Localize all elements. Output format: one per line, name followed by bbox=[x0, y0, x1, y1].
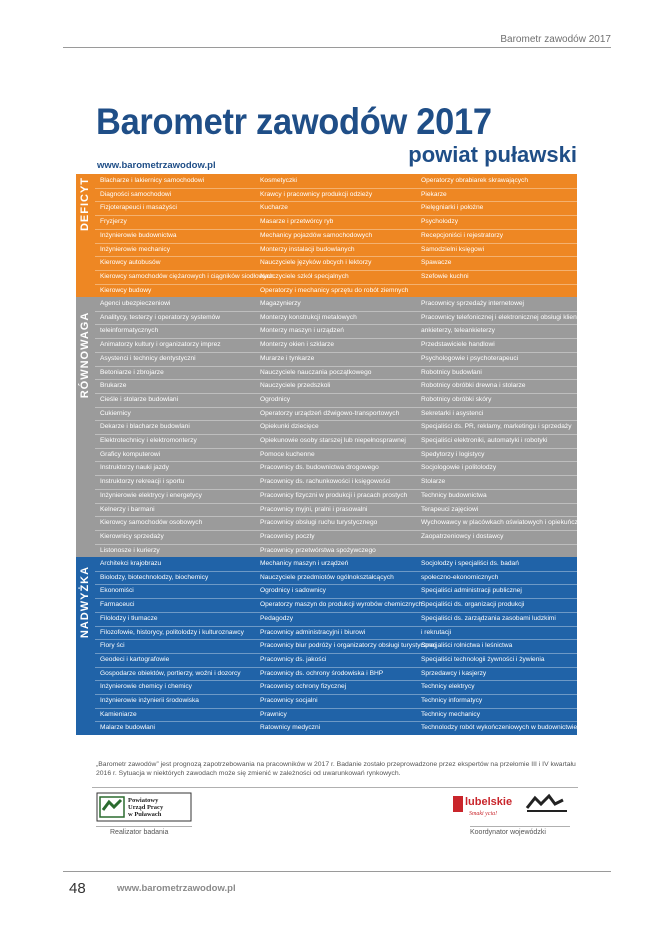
occupation-cell: Malarze budowlani bbox=[100, 724, 155, 732]
row-divider bbox=[95, 571, 577, 572]
occupation-cell: Nauczyciele nauczania początkowego bbox=[260, 368, 372, 376]
occupation-cell: Dekarze i blacharze budowlani bbox=[100, 423, 190, 431]
footer-divider bbox=[63, 871, 611, 872]
occupation-cell: Krawcy i pracownicy produkcji odzieży bbox=[260, 190, 373, 198]
table-row bbox=[95, 420, 577, 433]
occupation-cell: Kosmetyczki bbox=[260, 177, 298, 184]
occupation-cell: Animatorzy kultury i organizatorzy imprez bbox=[100, 341, 221, 349]
occupation-cell: i rekrutacji bbox=[421, 628, 452, 636]
table-row bbox=[95, 434, 577, 447]
logo-left-line3: w Puławach bbox=[128, 811, 162, 818]
row-divider bbox=[95, 598, 577, 599]
occupation-cell: Opiekunki dziecięce bbox=[260, 423, 319, 431]
occupation-cell: Pracownicy przetwórstwa spożywczego bbox=[260, 546, 376, 554]
occupation-cell: Socjolodzy i specjaliści ds. badań bbox=[421, 560, 519, 567]
occupation-cell: Psychologowie i psychoterapeuci bbox=[421, 354, 519, 362]
row-divider bbox=[95, 721, 577, 722]
row-divider bbox=[95, 324, 577, 325]
row-divider bbox=[95, 461, 577, 462]
row-divider bbox=[95, 584, 577, 585]
occupation-cell: Terapeuci zajęciowi bbox=[421, 505, 479, 513]
occupation-cell: Pracownicy socjalni bbox=[260, 697, 318, 704]
table-row bbox=[95, 544, 577, 557]
occupation-cell: Operatorzy maszyn do produkcji wyrobów chemicznych bbox=[260, 601, 423, 609]
occupation-cell: Gospodarze obiektów, portierzy, woźni i dozorcy bbox=[100, 669, 241, 677]
table-row bbox=[95, 284, 577, 297]
occupation-cell: Nauczyciele języków obcych i lektorzy bbox=[260, 259, 372, 267]
occupation-cell: Masarze i przetwórcy ryb bbox=[260, 218, 334, 226]
occupation-cell: Spedytorzy i logistycy bbox=[421, 450, 485, 458]
table-row bbox=[95, 626, 577, 639]
occupation-cell: Fizjoterapeuci i masażyści bbox=[100, 204, 177, 212]
row-divider bbox=[95, 420, 577, 421]
occupation-cell: Filolodzy i tłumacze bbox=[100, 614, 158, 622]
occupation-cell: Brukarze bbox=[100, 382, 127, 390]
occupation-cell: Ekonomiści bbox=[100, 587, 134, 595]
table-row bbox=[95, 530, 577, 543]
page-title: Barometr zawodów 2017 bbox=[96, 101, 492, 142]
table-row bbox=[95, 721, 577, 734]
table-row bbox=[95, 694, 577, 707]
occupation-cell: Sprzedawcy i kasjerzy bbox=[421, 669, 487, 677]
row-divider bbox=[95, 544, 577, 545]
koordynator-caption: Koordynator wojewódzki bbox=[470, 829, 546, 836]
row-divider bbox=[95, 188, 577, 189]
occupation-cell: Pracownicy ds. rachunkowości i księgowości bbox=[260, 478, 391, 486]
realizator-caption: Realizator badania bbox=[110, 829, 169, 836]
table-row bbox=[95, 598, 577, 611]
row-divider bbox=[95, 680, 577, 681]
row-divider bbox=[95, 352, 577, 353]
occupation-cell: Biolodzy, biotechnolodzy, biochemicy bbox=[100, 573, 209, 581]
occupation-cell: Specjaliści elektroniki, automatyki i robotyki bbox=[421, 437, 548, 444]
occupation-cell: Architekci krajobrazu bbox=[100, 560, 162, 567]
table-row bbox=[95, 653, 577, 666]
row-divider bbox=[95, 270, 577, 271]
footnote-divider bbox=[92, 787, 578, 788]
row-divider bbox=[95, 708, 577, 709]
row-divider bbox=[95, 366, 577, 367]
occupation-cell: Pracownicy ds. jakości bbox=[260, 655, 327, 663]
occupation-cell: Kierowcy budowy bbox=[100, 286, 152, 294]
occupation-cell: Szefowie kuchni bbox=[421, 272, 469, 280]
occupation-cell: Robotnicy budowlani bbox=[421, 368, 482, 376]
table-row bbox=[95, 256, 577, 269]
occupation-cell: Pracownicy obsługi ruchu turystycznego bbox=[260, 519, 378, 527]
caption-divider-right bbox=[470, 826, 570, 827]
section-cells bbox=[95, 557, 577, 735]
section-cells bbox=[95, 174, 577, 297]
row-divider bbox=[95, 229, 577, 230]
occupation-cell: Samodzielni księgowi bbox=[421, 245, 485, 253]
occupation-cell: Pracownicy fizyczni w produkcji i pracach prostych bbox=[260, 491, 408, 499]
section-nadwyzka bbox=[76, 557, 577, 735]
row-divider bbox=[95, 626, 577, 627]
occupation-cell: Opiekunowie osoby starszej lub niepełnosprawnej bbox=[260, 437, 406, 444]
table-row bbox=[95, 338, 577, 351]
occupation-cell: Kucharze bbox=[260, 204, 288, 212]
occupation-cell: Technicy informatycy bbox=[421, 697, 483, 704]
row-divider bbox=[95, 311, 577, 312]
row-divider bbox=[95, 201, 577, 202]
footnote-text: „Barometr zawodów” jest prognozą zapotrzebowania na pracowników w 2017 r. Badanie zostało przeprowadzone przez ekspertów na przełomie III i IV kwartału 2016 r. Sytuacja w niektórych zawodach może się zmienić w zależności od uwarunkowań rynkowych. bbox=[96, 761, 576, 777]
table-row bbox=[95, 297, 577, 310]
table-row bbox=[95, 584, 577, 597]
header-divider bbox=[63, 47, 611, 48]
occupation-cell: Inżynierowie elektrycy i energetycy bbox=[100, 491, 202, 499]
occupation-cell: Asystenci i technicy dentystyczni bbox=[100, 354, 196, 362]
row-divider bbox=[95, 243, 577, 244]
row-divider bbox=[95, 434, 577, 435]
occupation-cell: Analitycy, testerzy i operatorzy systemów bbox=[100, 313, 221, 321]
row-divider bbox=[95, 530, 577, 531]
occupation-cell: Pracownicy ds. budownictwa drogowego bbox=[260, 464, 379, 472]
table-row bbox=[95, 270, 577, 283]
row-divider bbox=[95, 215, 577, 216]
row-divider bbox=[95, 694, 577, 695]
occupation-cell: Kierowcy samochodów ciężarowych i ciągników siodłowych bbox=[100, 272, 274, 280]
occupation-cell: Filozofowie, historycy, politolodzy i kulturoznawcy bbox=[100, 628, 244, 636]
caption-divider-left bbox=[96, 826, 192, 827]
row-divider bbox=[95, 338, 577, 339]
table-row bbox=[95, 215, 577, 228]
occupation-cell: Inżynierowie chemicy i chemicy bbox=[100, 683, 192, 691]
table-row bbox=[95, 557, 577, 570]
occupation-cell: Blacharze i lakiernicy samochodowi bbox=[100, 177, 205, 184]
occupation-cell: teleinformatycznych bbox=[100, 327, 159, 335]
occupation-cell: Psycholodzy bbox=[421, 218, 459, 226]
section-cells bbox=[95, 297, 589, 557]
occupation-cell: Kelnerzy i barmani bbox=[100, 505, 155, 513]
table-row bbox=[95, 229, 577, 242]
table-row bbox=[95, 352, 577, 365]
occupation-cell: Stolarze bbox=[421, 478, 446, 486]
occupation-cell: Pracownicy myjni, pralni i prasowalni bbox=[260, 505, 368, 513]
table-row bbox=[95, 174, 577, 187]
table-row bbox=[95, 243, 577, 256]
occupation-cell: Magazynierzy bbox=[260, 300, 301, 307]
occupation-cell: Technolodzy robót wykończeniowych w budownictwie bbox=[421, 724, 578, 732]
occupation-cell: Betoniarze i zbrojarze bbox=[100, 368, 164, 376]
occupation-cell: Diagności samochodowi bbox=[100, 190, 172, 198]
occupation-cell: Murarze i tynkarze bbox=[260, 354, 315, 362]
occupation-cell: Kamieniarze bbox=[100, 710, 137, 718]
occupation-cell: Operatorzy urządzeń dźwigowo-transportowych bbox=[260, 409, 400, 417]
occupation-cell: Farmaceuci bbox=[100, 601, 135, 609]
occupation-cell: Monterzy okien i szklarze bbox=[260, 341, 335, 349]
section-label: RÓWNOWAGA bbox=[79, 311, 91, 399]
table-row bbox=[95, 708, 577, 721]
occupation-cell: Piekarze bbox=[421, 190, 447, 198]
occupation-cell: Inżynierowie inżynierii środowiska bbox=[100, 697, 199, 704]
occupation-cell: Mechanicy maszyn i urządzeń bbox=[260, 560, 349, 567]
occupation-cell: Recepcjoniści i rejestratorzy bbox=[421, 231, 504, 239]
row-divider bbox=[95, 667, 577, 668]
occupation-cell: Ogrodnicy bbox=[260, 395, 291, 403]
occupation-cell: Robotnicy obróbki drewna i stolarze bbox=[421, 382, 526, 390]
occupation-cell: Operatorzy obrabiarek skrawających bbox=[421, 177, 529, 184]
occupation-cell: Technicy budownictwa bbox=[421, 491, 487, 499]
table-row bbox=[95, 680, 577, 693]
table-row bbox=[95, 461, 577, 474]
pup-pulawy-logo bbox=[96, 792, 192, 822]
table-row bbox=[95, 475, 577, 488]
table-row bbox=[95, 324, 577, 337]
table-row bbox=[95, 201, 577, 214]
row-divider bbox=[95, 639, 577, 640]
table-row bbox=[95, 489, 577, 502]
occupation-cell: Pracownicy sprzedaży internetowej bbox=[421, 300, 524, 307]
occupation-cell: Pomoce kuchenne bbox=[260, 450, 315, 458]
page-subtitle: powiat puławski bbox=[408, 142, 577, 167]
section-label: NADWYŻKA bbox=[79, 565, 91, 639]
footer-website-link[interactable]: www.barometrzawodow.pl bbox=[117, 883, 236, 894]
row-divider bbox=[95, 407, 577, 408]
website-link[interactable]: www.barometrzawodow.pl bbox=[97, 160, 216, 171]
row-divider bbox=[95, 612, 577, 613]
occupation-cell: Flory ści bbox=[100, 642, 125, 650]
occupation-cell: Specjaliści rolnictwa i leśnictwa bbox=[421, 642, 513, 650]
logo-right-line2: Smaki ycia! bbox=[469, 811, 498, 817]
occupation-cell: Pracownicy ds. ochrony środowiska i BHP bbox=[260, 669, 384, 677]
occupation-cell: Specjaliści technologii żywności i żywienia bbox=[421, 655, 545, 663]
occupation-cell: Geodeci i kartografowie bbox=[100, 655, 170, 663]
occupation-cell: Pracownicy ochrony fizycznej bbox=[260, 683, 347, 691]
occupation-cell: Monterzy maszyn i urządzeń bbox=[260, 327, 344, 335]
occupation-cell: Nauczyciele przedszkoli bbox=[260, 382, 331, 390]
occupation-cell: Graficy komputerowi bbox=[100, 450, 161, 458]
occupation-cell: Technicy elektrycy bbox=[421, 683, 475, 691]
occupation-cell: Robotnicy obróbki skóry bbox=[421, 395, 492, 403]
occupation-cell: Elektrotechnicy i elektromonterzy bbox=[100, 437, 197, 444]
occupation-cell: Pracownicy poczty bbox=[260, 532, 315, 540]
table-row bbox=[95, 612, 577, 625]
occupation-cell: Prawnicy bbox=[260, 710, 287, 718]
occupation-cell: Pracownicy telefonicznej i elektronicznej obsługi klienta bbox=[421, 313, 583, 321]
occupation-cell: Nauczyciele przedmiotów ogólnokształcących bbox=[260, 573, 394, 581]
occupation-cell: Inżynierowie mechanicy bbox=[100, 245, 170, 253]
table-row bbox=[95, 571, 577, 584]
occupation-cell: Kierownicy sprzedaży bbox=[100, 532, 164, 540]
row-divider bbox=[95, 475, 577, 476]
occupation-cell: Specjaliści administracji publicznej bbox=[421, 587, 522, 595]
row-divider bbox=[95, 393, 577, 394]
table-row bbox=[95, 366, 577, 379]
logo-right-line1: lubelskie bbox=[465, 796, 513, 808]
row-divider bbox=[95, 379, 577, 380]
occupation-cell: Socjologowie i politolodzy bbox=[421, 464, 497, 472]
occupation-cell: Zaopatrzeniowcy i dostawcy bbox=[421, 532, 504, 540]
table-row bbox=[95, 503, 577, 516]
occupation-cell: Monterzy instalacji budowlanych bbox=[260, 245, 355, 253]
occupation-cell: Technicy mechanicy bbox=[421, 710, 481, 718]
section-rownowaga bbox=[76, 297, 589, 557]
table-row bbox=[95, 667, 577, 680]
row-divider bbox=[95, 284, 577, 285]
occupation-cell: Instruktorzy nauki jazdy bbox=[100, 464, 169, 472]
occupation-cell: Cieśle i stolarze budowlani bbox=[100, 395, 179, 403]
occupation-cell: ankieterzy, teleankieterzy bbox=[421, 327, 495, 335]
occupation-cell: Operatorzy i mechanicy sprzętu do robót ziemnych bbox=[260, 286, 409, 294]
row-divider bbox=[95, 448, 577, 449]
occupation-cell: Wychowawcy w placówkach oświatowych i opiekuńczych bbox=[421, 519, 589, 527]
table-row bbox=[95, 188, 577, 201]
row-divider bbox=[95, 256, 577, 257]
occupation-cell: Ogrodnicy i sadownicy bbox=[260, 587, 326, 595]
row-divider bbox=[95, 516, 577, 517]
occupation-cell: Pedagodzy bbox=[260, 614, 293, 622]
table-row bbox=[95, 448, 577, 461]
table-row bbox=[95, 311, 583, 324]
occupation-cell: Mechanicy pojazdów samochodowych bbox=[260, 231, 373, 239]
lubelskie-logo bbox=[451, 790, 579, 820]
table-row bbox=[95, 639, 577, 652]
occupation-cell: Spawacze bbox=[421, 259, 452, 267]
occupation-cell: Specjaliści ds. PR, reklamy, marketingu i sprzedaży bbox=[421, 423, 572, 431]
occupation-cell: Fryzjerzy bbox=[100, 218, 127, 226]
page-number: 48 bbox=[69, 880, 86, 897]
occupation-cell: Przedstawiciele handlowi bbox=[421, 341, 495, 349]
table-row bbox=[95, 393, 577, 406]
occupation-cell: Listonosze i kurierzy bbox=[100, 546, 160, 554]
row-divider bbox=[95, 653, 577, 654]
occupation-cell: Kierowcy autobusów bbox=[100, 259, 161, 267]
occupation-cell: Cukiernicy bbox=[100, 409, 131, 417]
table-row bbox=[95, 407, 577, 420]
occupation-cell: Nauczyciele szkół specjalnych bbox=[260, 272, 349, 280]
occupation-cell: Kierowcy samochodów osobowych bbox=[100, 519, 203, 527]
occupation-cell: Pracownicy biur podróży i organizatorzy obsługi turystycznej bbox=[260, 642, 436, 650]
section-deficyt bbox=[76, 174, 577, 297]
logo-left-line2: Urząd Pracy bbox=[128, 804, 164, 811]
row-divider bbox=[95, 489, 577, 490]
occupation-cell: Pracownicy administracyjni i biurowi bbox=[260, 628, 366, 636]
table-row bbox=[95, 516, 589, 529]
table-row bbox=[95, 379, 577, 392]
header-title: Barometr zawodów 2017 bbox=[500, 34, 611, 45]
row-divider bbox=[95, 503, 577, 504]
section-label: DEFICYT bbox=[79, 176, 91, 232]
occupation-cell: Specjaliści ds. organizacji produkcji bbox=[421, 601, 525, 609]
occupation-cell: Agenci ubezpieczeniowi bbox=[100, 300, 171, 307]
occupation-cell: społeczno-ekonomicznych bbox=[421, 573, 499, 581]
occupation-cell: Ratownicy medyczni bbox=[260, 724, 321, 732]
occupation-cell: Instruktorzy rekreacji i sportu bbox=[100, 478, 185, 486]
logo-left-line1: Powiatowy bbox=[128, 797, 159, 804]
occupation-cell: Monterzy konstrukcji metalowych bbox=[260, 313, 357, 321]
occupation-cell: Sekretarki i asystenci bbox=[421, 409, 484, 417]
occupation-cell: Pielęgniarki i położne bbox=[421, 204, 484, 212]
occupation-cell: Inżynierowie budownictwa bbox=[100, 231, 177, 239]
occupation-cell: Specjaliści ds. zarządzania zasobami ludzkimi bbox=[421, 614, 556, 622]
